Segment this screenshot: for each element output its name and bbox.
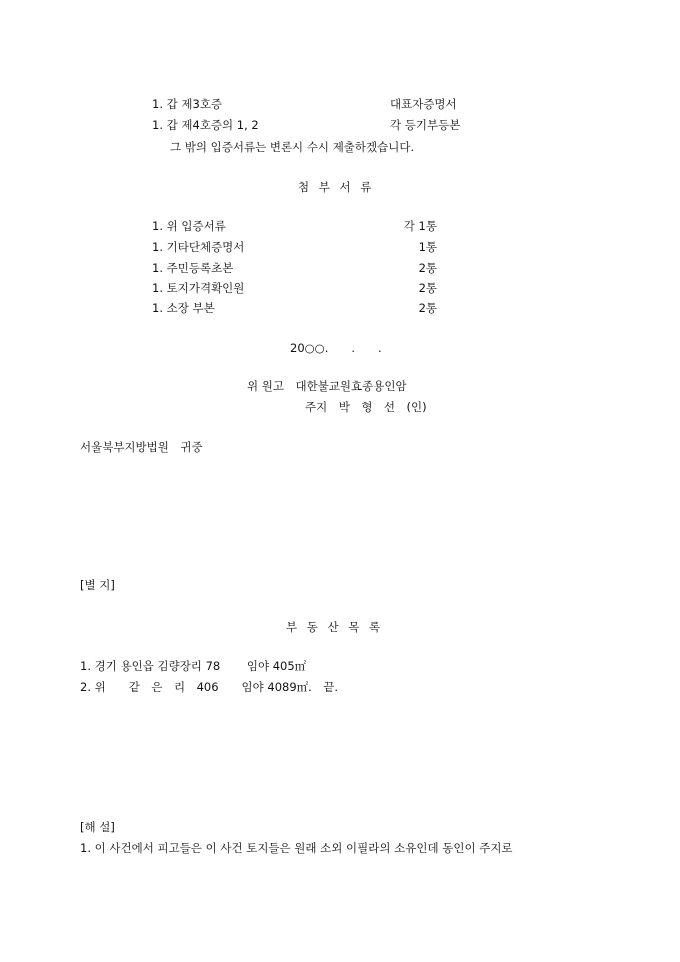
attachment-name: 1. 토지가격확인원 <box>152 281 245 295</box>
attachment-count: 2통 <box>418 281 437 295</box>
evidence-item-doc: 각 등기부등본 <box>390 118 461 132</box>
annex-title: 부 동 산 목 록 <box>286 620 381 634</box>
evidence-item-doc: 대표자증명서 <box>390 97 457 111</box>
attachment-name: 1. 기타단체증명서 <box>152 240 245 254</box>
attachments-title: 첨 부 서 류 <box>298 180 372 194</box>
commentary-label: [해 설] <box>80 820 115 834</box>
attachment-count: 2통 <box>418 261 437 275</box>
evidence-item-label: 1. 갑 제4호증의 1, 2 <box>152 118 259 132</box>
attachment-name: 1. 위 입증서류 <box>152 219 226 233</box>
property-item: 1. 경기 용인읍 김량장리 78 임야 405㎡ <box>80 659 307 673</box>
signatory-line: 주지 박 형 선 (인) <box>305 400 427 414</box>
document-date: 20○○. . . <box>290 341 382 355</box>
plaintiff-line: 위 원고 대한불교원효종용인암 <box>247 379 407 393</box>
annex-label: [별 지] <box>80 578 115 592</box>
attachment-count: 1통 <box>418 240 437 254</box>
attachment-name: 1. 주민등록초본 <box>152 261 234 275</box>
attachment-count: 2통 <box>418 301 437 315</box>
property-item: 2. 위 같 은 리 406 임야 4089㎡. 끝. <box>80 680 339 694</box>
attachment-count: 각 1통 <box>403 219 437 233</box>
evidence-note: 그 밖의 입증서류는 변론시 수시 제출하겠습니다. <box>170 140 415 154</box>
evidence-item-label: 1. 갑 제3호증 <box>152 97 223 111</box>
commentary-text: 1. 이 사건에서 피고들은 이 사건 토지들은 원래 소외 이필라의 소유인데 동인이 주지로 <box>80 841 513 855</box>
attachment-name: 1. 소장 부본 <box>152 301 215 315</box>
court-addressee: 서울북부지방법원 귀중 <box>80 440 203 454</box>
